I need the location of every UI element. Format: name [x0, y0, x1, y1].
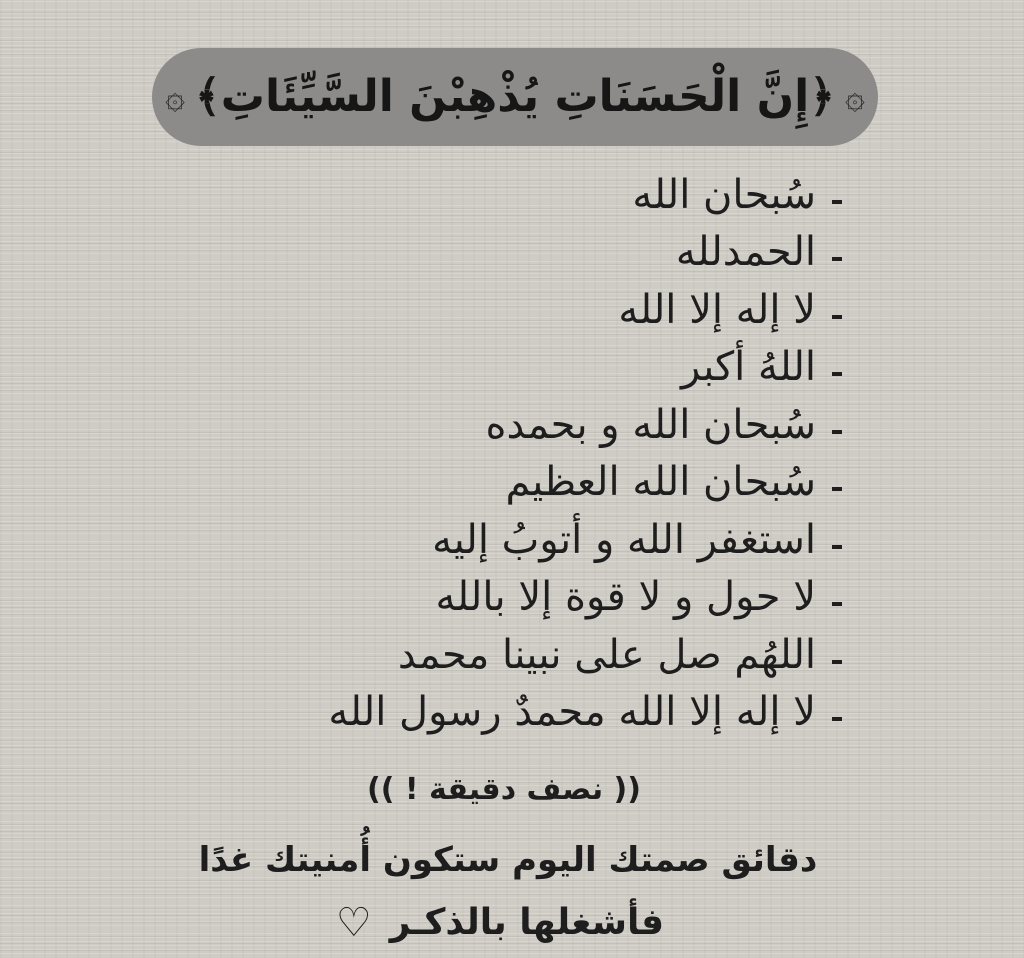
list-item [328, 224, 842, 282]
dash-bullet [832, 545, 842, 549]
dash-bullet [832, 660, 842, 664]
verse-banner [152, 48, 878, 146]
dhikr-text: الحمدلله [675, 229, 816, 276]
dhikr-text: لا إله إلا الله [618, 286, 816, 333]
heart-icon: ♡ [335, 899, 372, 946]
list-item [328, 166, 842, 224]
footer-heading-text: (( نصف دقيقة ! )) [367, 772, 641, 807]
dash-bullet [832, 487, 842, 491]
list-item [328, 396, 842, 454]
dash-bullet [832, 602, 842, 606]
dhikr-text: اللهُ أكبر [681, 344, 816, 391]
list-item [328, 339, 842, 397]
dash-bullet [832, 717, 842, 721]
list-item [328, 281, 842, 339]
list-item [328, 569, 842, 627]
verse-text: ﴿إِنَّ الْحَسَنَاتِ يُذْهِبْنَ السَّيِّئَاتِ﴾ [195, 71, 835, 122]
footer-heading [0, 772, 1024, 807]
footer-closing-group [335, 899, 665, 946]
dash-bullet [832, 372, 842, 376]
list-item [328, 684, 842, 742]
dhikr-text: سُبحان الله العظيم [505, 459, 816, 506]
ornament-icon: ۞ [165, 77, 186, 117]
dhikr-text: لا إله إلا الله محمدٌ رسول الله [328, 689, 816, 736]
dash-bullet [832, 430, 842, 434]
dhikr-text: استغفر الله و أتوبُ إليه [432, 516, 816, 563]
dash-bullet [832, 200, 842, 204]
list-item [328, 626, 842, 684]
dhikr-text: سُبحان الله و بحمده [485, 401, 816, 448]
dash-bullet [832, 315, 842, 319]
list-item [328, 511, 842, 569]
dhikr-list [328, 166, 842, 741]
footer-message [0, 840, 1024, 880]
list-item [328, 454, 842, 512]
dash-bullet [832, 257, 842, 261]
ornament-icon: ۞ [845, 77, 865, 117]
dhikr-text: لا حول و لا قوة إلا بالله [435, 574, 816, 621]
footer-message-text: دقائق صمتك اليوم ستكون أُمنيتك غدًا [198, 840, 818, 880]
footer-closing-text: فأشغلها بالذكـر [389, 902, 665, 943]
footer-closing [0, 899, 1024, 946]
dhikr-text: سُبحان الله [632, 171, 816, 218]
dhikr-text: اللهُم صل على نبينا محمد [397, 631, 816, 678]
